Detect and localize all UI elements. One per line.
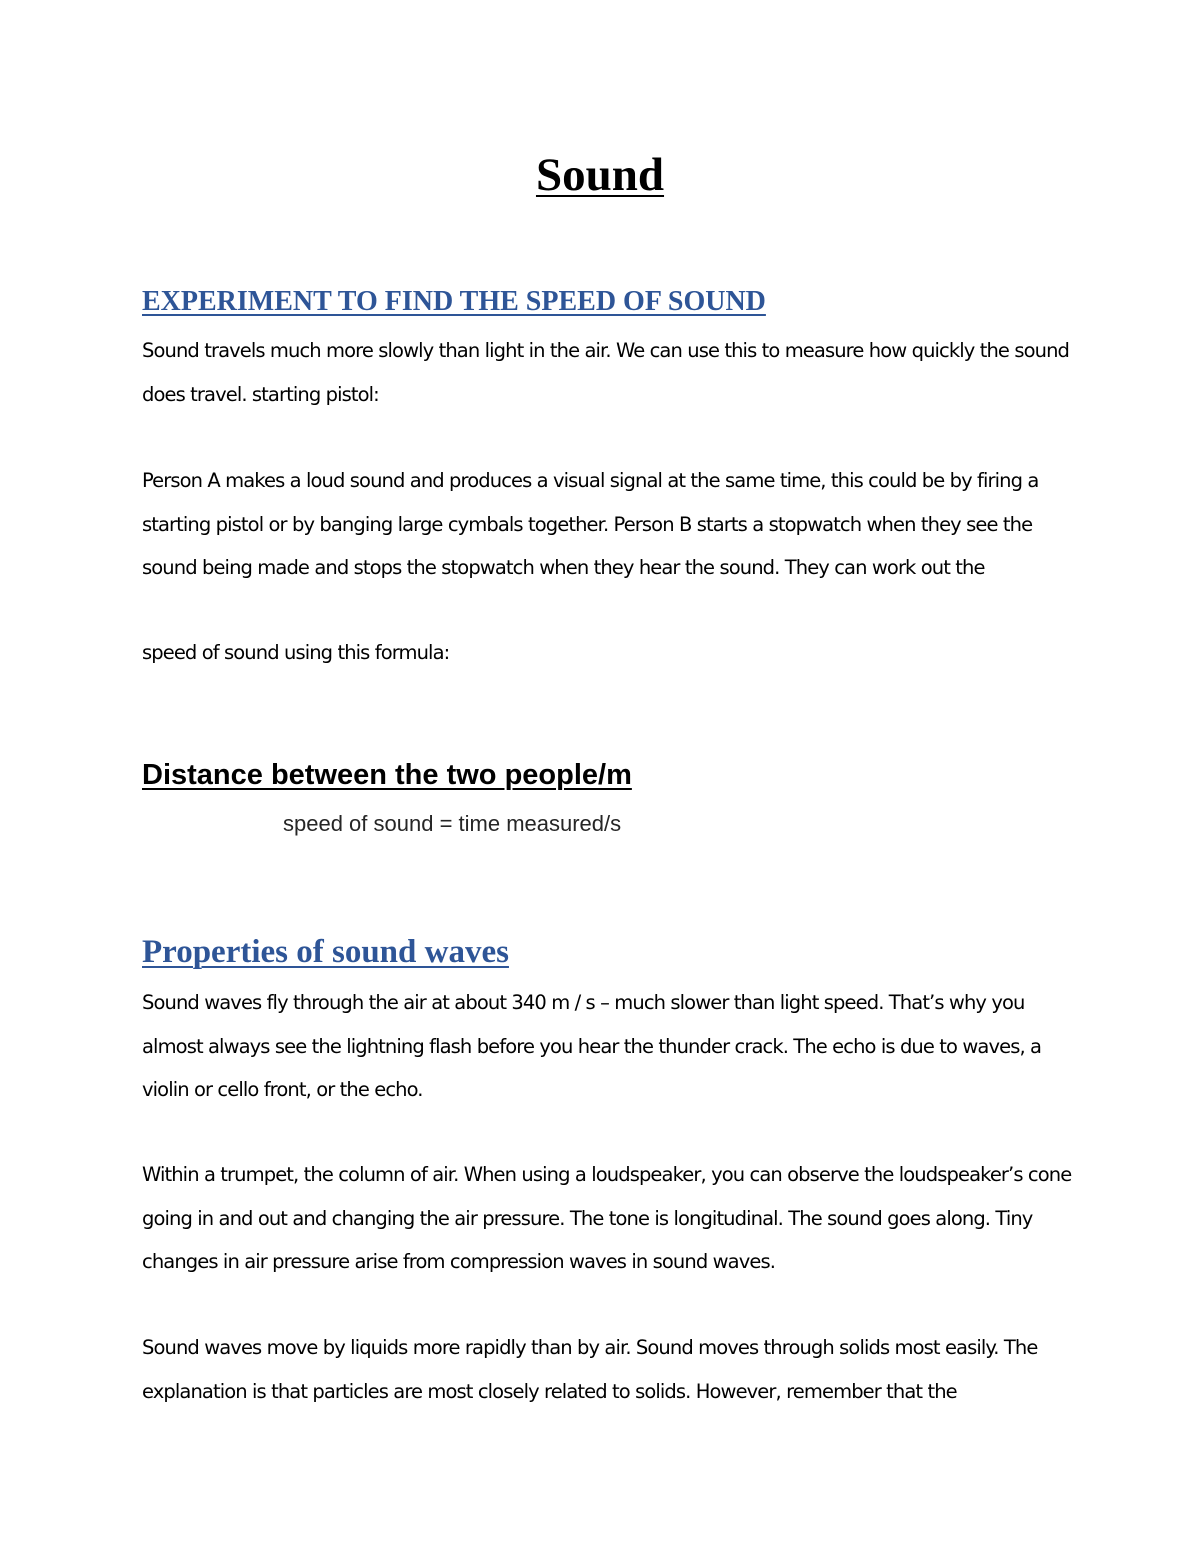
paragraph-trumpet-loudspeaker: Within a trumpet, the column of air. When using a loudspeaker, you can observe the loudspeaker’s cone going in and out and changing the air pressure. The tone is longitudinal. The sound goes along. Tiny changes in air pressure arise from compression waves in sound waves. xyxy=(142,1163,1072,1273)
document-title-text: Sound xyxy=(535,149,665,201)
paragraph-formula-intro: speed of sound using this formula: xyxy=(142,641,450,664)
document-title xyxy=(0,148,1200,202)
section-heading-properties: Properties of sound waves xyxy=(142,934,509,970)
paragraph-experiment-method: Person A makes a loud sound and produces a visual signal at the same time, this could be by firing a starting pistol or by banging large cymbals together. Person B starts a stopwatch when they see the sound being made and stops the stopwatch when they hear the sound. They can work out the xyxy=(142,469,1039,579)
paragraph-intro: Sound travels much more slowly than light in the air. We can use this to measure how quickly the sound does travel. starting pistol: xyxy=(142,339,1069,406)
paragraph-sound-speed: Sound waves fly through the air at about 340 m / s – much slower than light speed. That’s why you almost always see the lightning flash before you hear the thunder crack. The echo is due to waves, a violin or cello front, or the echo. xyxy=(142,991,1042,1101)
formula-equation: speed of sound = time measured/s xyxy=(283,811,622,836)
paragraph-media: Sound waves move by liquids more rapidly than by air. Sound moves through solids most easily. The explanation is that particles are most closely related to solids. However, remember that the xyxy=(142,1336,1038,1403)
formula-numerator: Distance between the two people/m xyxy=(142,759,632,791)
section-heading-experiment: EXPERIMENT TO FIND THE SPEED OF SOUND xyxy=(142,286,766,317)
